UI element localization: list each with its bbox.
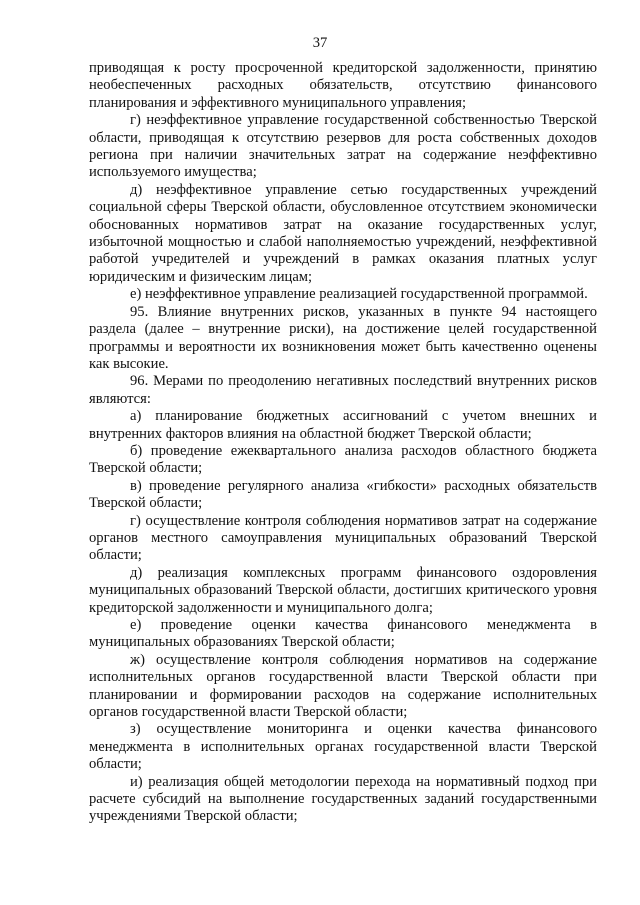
measure-item-d: д) реализация комплексных программ финансового оздоровления муниципальных образований Тверской области, достигших критического уровня кредиторской задолженности и муниципального долга;	[89, 564, 597, 616]
paragraph-item-d-institutions: д) неэффективное управление сетью государственных учреждений социальной сферы Тверской области, обусловленное отсутствием экономически обоснованных нормативов затрат на оказание государственных услуг, избыточной мощностью и слабой наполняемостью учреждений, неэффективной работой учредителей и учреждений в рамках оказания платных услуг юридическим и физическим лицам;	[89, 181, 597, 285]
measure-item-i: и) реализация общей методологии перехода на нормативный подход при расчете субсидий на выполнение государственных заданий государственными учреждениями Тверской области;	[89, 773, 597, 825]
document-body	[89, 60, 597, 826]
measure-item-g: г) осуществление контроля соблюдения нормативов затрат на содержание органов местного самоуправления муниципальных образований Тверской области;	[89, 512, 597, 564]
paragraph-continuation: приводящая к росту просроченной кредиторской задолженности, принятию необеспеченных расходных обязательств, отсутствию финансового планирования и эффективного муниципального управления;	[89, 60, 597, 111]
paragraph-item-g-property: г) неэффективное управление государственной собственностью Тверской области, приводящая к отсутствию резервов для роста собственных доходов региона при наличии значительных затрат на содержание неэффективно используемого имущества;	[89, 112, 597, 181]
measure-item-v: в) проведение регулярного анализа «гибкости» расходных обязательств Тверской области;	[89, 477, 597, 512]
measure-item-zh: ж) осуществление контроля соблюдения нормативов на содержание исполнительных органов государственной власти Тверской области при планировании и формировании расходов на содержание исполнительных органов государственной власти Тверской области;	[89, 651, 597, 721]
paragraph-96-measures-intro: 96. Мерами по преодолению негативных последствий внутренних рисков являются:	[89, 373, 597, 407]
measure-item-z: з) осуществление мониторинга и оценки качества финансового менеджмента в исполнительных органах государственной власти Тверской области;	[89, 721, 597, 773]
paragraph-item-e-program: е) неэффективное управление реализацией государственной программой.	[130, 286, 588, 303]
measure-item-e: е) проведение оценки качества финансового менеджмента в муниципальных образованиях Тверской области;	[89, 617, 597, 651]
measure-item-a: а) планирование бюджетных ассигнований с учетом внешних и внутренних факторов влияния на областной бюджет Тверской области;	[89, 408, 597, 442]
page-number: 37	[312, 35, 328, 51]
paragraph-95-risk-impact: 95. Влияние внутренних рисков, указанных в пункте 94 настоящего раздела (далее – внутренние риски), на достижение целей государственной программы и вероятности их возникновения может быть качественно оценены как высокие.	[89, 303, 597, 372]
measure-item-b: б) проведение ежеквартального анализа расходов областного бюджета Тверской области;	[89, 442, 597, 477]
